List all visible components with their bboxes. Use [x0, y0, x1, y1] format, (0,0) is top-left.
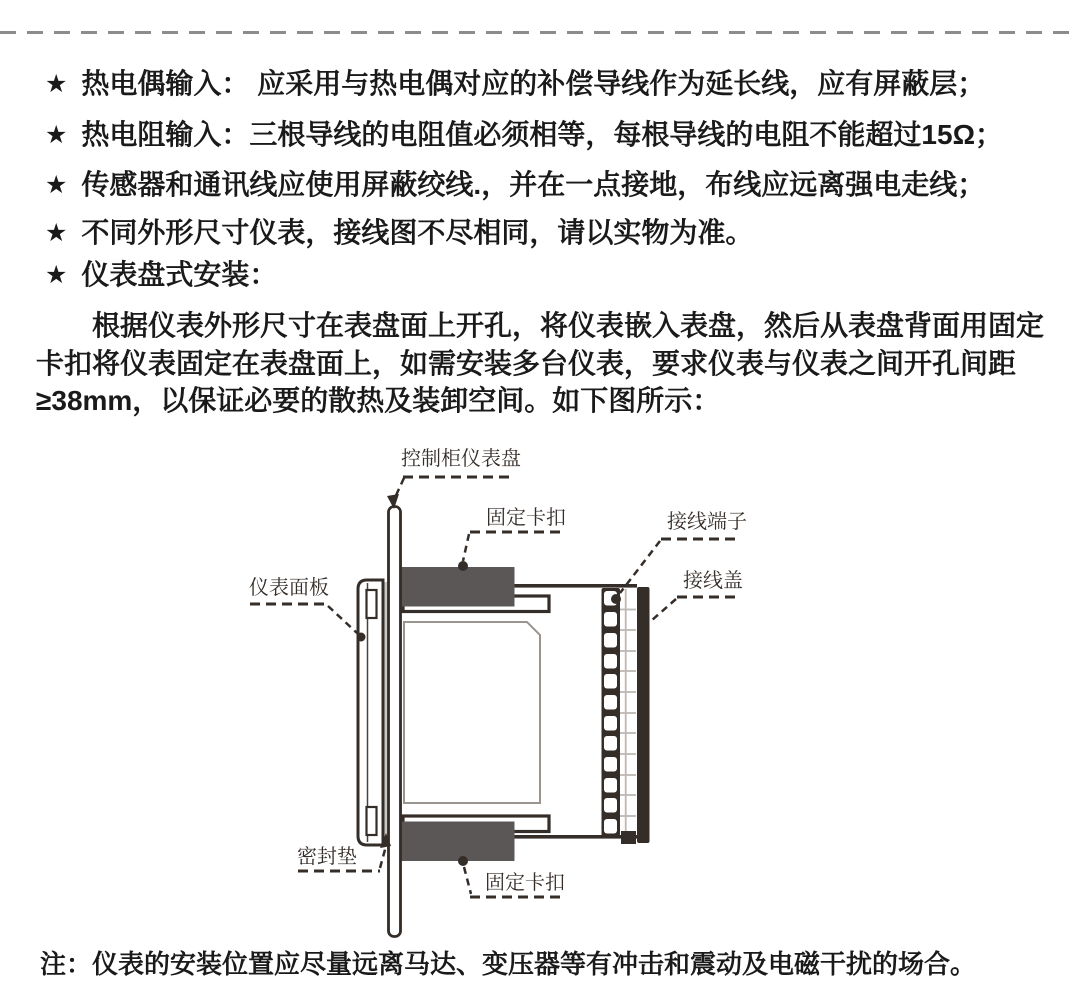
leader-faceplate: [250, 604, 366, 642]
bullet-text: 仪表盘式安装：: [81, 259, 278, 290]
bullet-text: 热电偶输入： 应采用与热电偶对应的补偿导线作为延长线，应有屏蔽层；: [81, 68, 986, 99]
leader-dot: [611, 594, 621, 604]
bullet-panel-mount: [45, 259, 277, 291]
leader-dot: [458, 561, 468, 571]
star-icon: ★: [45, 171, 68, 199]
wiring-cover-bar: [637, 587, 650, 843]
star-icon: ★: [45, 70, 68, 98]
label-cover: 接线盖: [683, 570, 743, 592]
clip-rail-top: [403, 596, 549, 612]
terminal-block: [602, 588, 621, 836]
faceplate-bezel: [358, 580, 383, 845]
bullet-dimensions: [45, 217, 753, 249]
arrowhead: [387, 494, 399, 509]
installation-paragraph: 根据仪表外形尺寸在表盘面上开孔，将仪表嵌入表盘，然后从表盘背面用固定卡扣将仪表固定在表盘面上，如需安装多台仪表，要求仪表与仪表之间开孔间距≥38mm，以保证必要的散热及装卸空间。如下图所示：: [36, 310, 1045, 416]
label-gasket: 密封垫: [297, 846, 357, 868]
leader-cover: [651, 597, 739, 621]
leader-panel-board: [387, 477, 513, 509]
label-clip-bottom: 固定卡扣: [485, 872, 565, 894]
cabinet-panel-bar: [389, 507, 401, 937]
bullet-text: 不同外形尺寸仪表，接线图不尽相同，请以实物为准。: [81, 217, 754, 248]
star-icon: ★: [45, 219, 68, 247]
instrument-body-outline: [404, 622, 540, 803]
leader-dot: [458, 856, 468, 866]
label-clip-top: 固定卡扣: [486, 507, 566, 529]
leader-dot: [357, 633, 366, 642]
arrowhead: [380, 833, 391, 848]
fixing-clip-top: [400, 567, 515, 607]
bullet-text: 热电阻输入：三根导线的电阻值必须相等，每根导线的电阻不能超过15Ω；: [81, 119, 1004, 150]
label-faceplate: 仪表面板: [249, 577, 329, 599]
label-panel-board: 控制柜仪表盘: [401, 448, 521, 470]
case-bottom-line: [505, 835, 637, 839]
installation-note: 注：仪表的安装位置应尽量远离马达、变压器等有冲击和震动及电磁干扰的场合。: [40, 949, 977, 979]
label-terminal: 接线端子: [667, 511, 747, 533]
bullet-sensor-wiring: [45, 169, 985, 201]
fixing-clip-bottom: [400, 822, 515, 862]
bullet-thermocouple: [45, 68, 985, 100]
leader-clip-top: [458, 532, 560, 571]
bezel-clip-window-bottom: [367, 807, 377, 835]
star-icon: ★: [45, 261, 68, 289]
terminal-side-column: [620, 589, 636, 844]
page-top-dashed-border: [0, 31, 1080, 34]
bullet-text: 传感器和通讯线应使用屏蔽绞线.，并在一点接地，布线应远离强电走线；: [81, 169, 986, 200]
clip-rail-bottom: [403, 816, 549, 832]
bezel-clip-window-top: [367, 590, 377, 618]
column-bottom-tab: [621, 831, 636, 844]
gasket-strip: [383, 582, 390, 843]
star-icon: ★: [45, 121, 68, 149]
case-top-line: [505, 584, 637, 588]
bullet-rtd: [45, 119, 1003, 151]
